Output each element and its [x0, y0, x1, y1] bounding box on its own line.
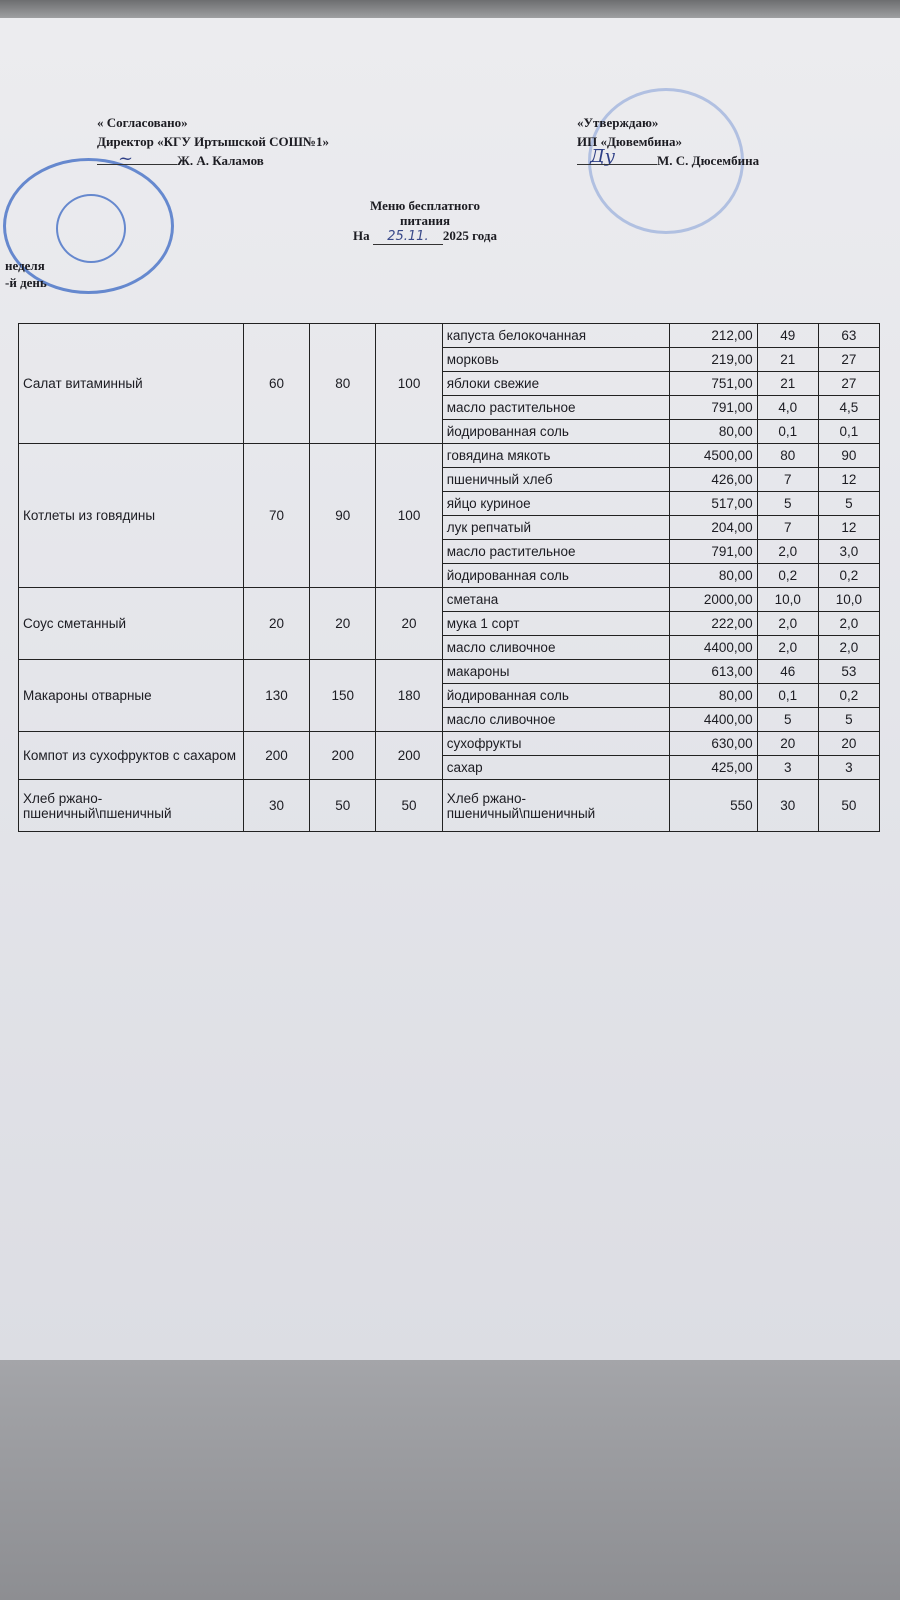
ingredient-name: сахар	[442, 756, 669, 780]
handwritten-date: 25.11.	[373, 229, 443, 245]
ingredient-amount-2: 63	[818, 324, 879, 348]
ingredient-name: пшеничный хлеб	[442, 468, 669, 492]
dish-name: Котлеты из говядины	[19, 444, 244, 588]
portion-1: 130	[243, 660, 309, 732]
document-title	[300, 198, 550, 245]
ingredient-name: масло сливочное	[442, 636, 669, 660]
dish-name: Компот из сухофруктов с сахаром	[19, 732, 244, 780]
ingredient-amount-1: 49	[757, 324, 818, 348]
ingredient-amount-2: 53	[818, 660, 879, 684]
ingredient-amount-1: 7	[757, 516, 818, 540]
ingredient-name: масло растительное	[442, 396, 669, 420]
portion-1: 70	[243, 444, 309, 588]
menu-table	[18, 323, 880, 832]
ingredient-price: 204,00	[669, 516, 757, 540]
dish-name: Хлеб ржано-пшеничный\пшеничный	[19, 780, 244, 832]
ingredient-amount-1: 20	[757, 732, 818, 756]
ingredient-amount-2: 3,0	[818, 540, 879, 564]
ingredient-name: сухофрукты	[442, 732, 669, 756]
table-row	[19, 588, 880, 612]
approver-signature: Ду	[590, 146, 616, 167]
ingredient-name: сметана	[442, 588, 669, 612]
portion-2: 80	[310, 324, 376, 444]
ingredient-name: макароны	[442, 660, 669, 684]
ingredient-amount-2: 0,2	[818, 564, 879, 588]
ingredient-amount-2: 50	[818, 780, 879, 832]
ingredient-price: 630,00	[669, 732, 757, 756]
ingredient-price: 4400,00	[669, 708, 757, 732]
ingredient-price: 791,00	[669, 540, 757, 564]
ingredient-price: 426,00	[669, 468, 757, 492]
day-label: -й день	[5, 275, 47, 290]
portion-1: 30	[243, 780, 309, 832]
ingredient-amount-2: 27	[818, 372, 879, 396]
ingredient-amount-2: 12	[818, 516, 879, 540]
ingredient-name: яблоки свежие	[442, 372, 669, 396]
approver-name: М. С. Дюсембина	[657, 153, 760, 168]
ingredient-name: яйцо куриное	[442, 492, 669, 516]
background-floor	[0, 1360, 900, 1600]
ingredient-amount-2: 2,0	[818, 612, 879, 636]
ingredient-price: 2000,00	[669, 588, 757, 612]
ingredient-name: йодированная соль	[442, 420, 669, 444]
dish-name: Соус сметанный	[19, 588, 244, 660]
ingredient-name: говядина мякоть	[442, 444, 669, 468]
portion-2: 150	[310, 660, 376, 732]
director-signature: ~	[118, 148, 134, 169]
ingredient-price: 425,00	[669, 756, 757, 780]
portion-3: 20	[376, 588, 442, 660]
ingredient-amount-2: 3	[818, 756, 879, 780]
ingredient-amount-1: 0,1	[757, 684, 818, 708]
date-prefix: На	[353, 228, 370, 243]
table-row	[19, 732, 880, 756]
title-line-1: Меню бесплатного	[370, 198, 480, 213]
portion-1: 20	[243, 588, 309, 660]
ingredient-amount-2: 0,1	[818, 420, 879, 444]
ingredient-amount-2: 2,0	[818, 636, 879, 660]
ingredient-amount-2: 5	[818, 708, 879, 732]
table-row	[19, 660, 880, 684]
portion-2: 50	[310, 780, 376, 832]
ingredient-amount-2: 4,5	[818, 396, 879, 420]
ingredient-amount-1: 46	[757, 660, 818, 684]
signature-line	[97, 152, 177, 165]
ingredient-amount-1: 5	[757, 492, 818, 516]
portion-3: 100	[376, 324, 442, 444]
ingredient-amount-2: 0,2	[818, 684, 879, 708]
ingredient-name: мука 1 сорт	[442, 612, 669, 636]
portion-3: 50	[376, 780, 442, 832]
dish-name: Макароны отварные	[19, 660, 244, 732]
director-title: Директор «КГУ Иртышской СОШ№1»	[97, 134, 329, 149]
ingredient-name: масло сливочное	[442, 708, 669, 732]
ingredient-price: 219,00	[669, 348, 757, 372]
ingredient-amount-1: 2,0	[757, 612, 818, 636]
portion-1: 200	[243, 732, 309, 780]
ingredient-price: 613,00	[669, 660, 757, 684]
ingredient-price: 212,00	[669, 324, 757, 348]
ingredient-amount-1: 2,0	[757, 540, 818, 564]
ingredient-price: 751,00	[669, 372, 757, 396]
agreed-label: « Согласовано»	[97, 115, 188, 130]
week-day-label	[5, 257, 47, 291]
ingredient-price: 80,00	[669, 564, 757, 588]
approver-title: ИП «Дювембина»	[577, 134, 682, 149]
portion-1: 60	[243, 324, 309, 444]
ingredient-price: 517,00	[669, 492, 757, 516]
ingredient-price: 80,00	[669, 684, 757, 708]
portion-3: 200	[376, 732, 442, 780]
portion-3: 180	[376, 660, 442, 732]
ingredient-price: 4500,00	[669, 444, 757, 468]
ingredient-amount-2: 27	[818, 348, 879, 372]
ingredient-amount-2: 90	[818, 444, 879, 468]
ingredient-name: масло растительное	[442, 540, 669, 564]
ingredient-name: Хлеб ржано-пшеничный\пшеничный	[442, 780, 669, 832]
ingredient-amount-1: 80	[757, 444, 818, 468]
ingredient-amount-2: 5	[818, 492, 879, 516]
ingredient-amount-1: 10,0	[757, 588, 818, 612]
ingredient-amount-1: 30	[757, 780, 818, 832]
dish-name: Салат витаминный	[19, 324, 244, 444]
ingredient-name: морковь	[442, 348, 669, 372]
ingredient-amount-2: 12	[818, 468, 879, 492]
table-row	[19, 324, 880, 348]
ingredient-price: 4400,00	[669, 636, 757, 660]
table-row	[19, 444, 880, 468]
ingredient-price: 80,00	[669, 420, 757, 444]
ingredient-amount-1: 0,1	[757, 420, 818, 444]
ingredient-amount-2: 10,0	[818, 588, 879, 612]
ingredient-amount-1: 21	[757, 372, 818, 396]
portion-2: 20	[310, 588, 376, 660]
ingredient-amount-1: 3	[757, 756, 818, 780]
ingredient-amount-2: 20	[818, 732, 879, 756]
ingredient-name: лук репчатый	[442, 516, 669, 540]
ingredient-amount-1: 2,0	[757, 636, 818, 660]
signature-line	[577, 152, 657, 165]
portion-3: 100	[376, 444, 442, 588]
portion-2: 200	[310, 732, 376, 780]
week-label: неделя	[5, 258, 45, 273]
ingredient-name: йодированная соль	[442, 564, 669, 588]
ingredient-name: йодированная соль	[442, 684, 669, 708]
director-name: Ж. А. Каламов	[177, 153, 264, 168]
ingredient-amount-1: 7	[757, 468, 818, 492]
ingredient-amount-1: 5	[757, 708, 818, 732]
table-row	[19, 780, 880, 832]
date-suffix: 2025 года	[442, 228, 497, 243]
approved-block	[577, 113, 759, 170]
ingredient-amount-1: 4,0	[757, 396, 818, 420]
ingredient-amount-1: 21	[757, 348, 818, 372]
agreed-block	[97, 113, 329, 170]
approved-label: «Утверждаю»	[577, 115, 659, 130]
ingredient-amount-1: 0,2	[757, 564, 818, 588]
title-line-2: питания	[399, 213, 451, 228]
ingredient-name: капуста белокочанная	[442, 324, 669, 348]
ingredient-price: 550	[669, 780, 757, 832]
ingredient-price: 222,00	[669, 612, 757, 636]
portion-2: 90	[310, 444, 376, 588]
ingredient-price: 791,00	[669, 396, 757, 420]
